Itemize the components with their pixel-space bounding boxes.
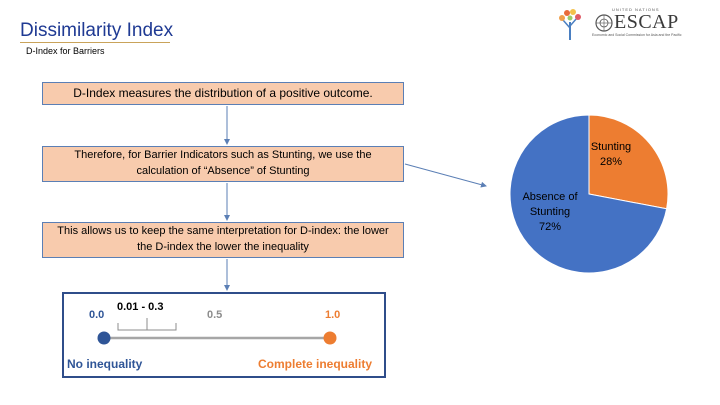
scale-end-label: 1.0 xyxy=(325,309,341,321)
scale-range-label: 0.01 - 0.3 xyxy=(117,301,164,313)
pie-label-absence-value: 72% xyxy=(538,220,562,233)
scale-mid-label: 0.5 xyxy=(207,309,223,321)
scale-start-label: 0.0 xyxy=(89,309,105,321)
complete-inequality-caption: Complete inequality xyxy=(258,357,373,371)
scale-start-point xyxy=(98,332,111,345)
logo-escap-label: ESCAP xyxy=(614,11,679,33)
logo-tagline: Economic and Social Commission for Asia and the Pacific xyxy=(592,33,682,37)
slide-subtitle: D-Index for Barriers xyxy=(26,46,105,56)
pie-label-absence xyxy=(505,190,595,235)
logo-un-label: UNITED NATIONS xyxy=(612,7,660,12)
flow-box-definition-text: D-Index measures the distribution of a positive outcome. xyxy=(73,85,373,100)
flow-box-absence-text: Therefore, for Barrier Indicators such as Stunting, we use the calculation of “Absence” of Stunting xyxy=(74,149,372,177)
scale-end-point xyxy=(324,332,337,345)
pie-label-stunting-value: 28% xyxy=(599,155,623,168)
no-inequality-caption: No inequality xyxy=(67,357,143,371)
arrow-box2-to-pie xyxy=(405,164,486,186)
pie-label-stunting-name: Stunting xyxy=(590,141,632,153)
slide-title: Dissimilarity Index xyxy=(20,20,174,41)
pie-label-absence-name: Absence of Stunting xyxy=(522,191,578,218)
flow-box-interpretation-text: This allows us to keep the same interpretation for D-index: the lower the D-index the lower the inequality xyxy=(57,225,389,253)
pie-label-stunting xyxy=(583,140,639,170)
